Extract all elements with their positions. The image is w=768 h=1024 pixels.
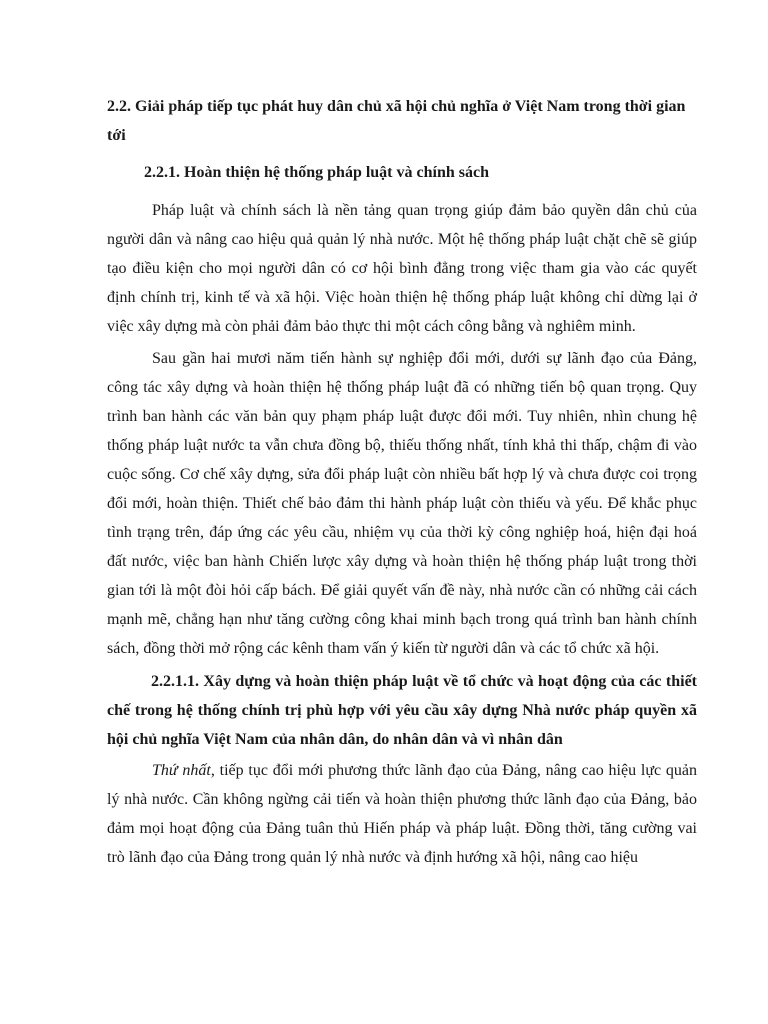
document-page — [107, 92, 697, 872]
paragraph-2: Sau gần hai mươi năm tiến hành sự nghiệp đổi mới, dưới sự lãnh đạo của Đảng, công tác xây dựng và hoàn thiện hệ thống pháp luật đã có những tiến bộ quan trọng. Quy trình ban hành các văn bản quy phạm pháp luật được đổi mới. Tuy nhiên, nhìn chung hệ thống pháp luật nước ta vẫn chưa đồng bộ, thiếu thống nhất, tính khả thi thấp, chậm đi vào cuộc sống. Cơ chế xây dựng, sửa đổi pháp luật còn nhiều bất hợp lý và chưa được coi trọng đổi mới, hoàn thiện. Thiết chế bảo đảm thi hành pháp luật còn thiếu và yếu. Để khắc phục tình trạng trên, đáp ứng các yêu cầu, nhiệm vụ của thời kỳ công nghiệp hoá, hiện đại hoá đất nước, việc ban hành Chiến lược xây dựng và hoàn thiện hệ thống pháp luật trong thời gian tới là một đòi hỏi cấp bách. Để giải quyết vấn đề này, nhà nước cần có những cải cách mạnh mẽ, chẳng hạn như tăng cường công khai minh bạch trong quá trình ban hành chính sách, đồng thời mở rộng các kênh tham vấn ý kiến từ người dân và các tổ chức xã hội. — [107, 350, 697, 657]
subsection-heading-2-2-1: 2.2.1. Hoàn thiện hệ thống pháp luật và chính sách — [144, 164, 489, 181]
section-heading-2-2: 2.2. Giải pháp tiếp tục phát huy dân chủ xã hội chủ nghĩa ở Việt Nam trong thời gian tới — [107, 98, 686, 144]
paragraph-3-body: , tiếp tục đổi mới phương thức lãnh đạo của Đảng, nâng cao hiệu lực quản lý nhà nước. Cần không ngừng cải tiến và hoàn thiện phương thức lãnh đạo của Đảng, bảo đảm mọi hoạt động của Đảng tuân thủ Hiến pháp và pháp luật. Đồng thời, tăng cường vai trò lãnh đạo của Đảng trong quản lý nhà nước và định hướng xã hội, nâng cao hiệu — [107, 762, 697, 866]
paragraph-3 — [107, 756, 697, 872]
paragraph-3-lead: Thứ nhất — [152, 762, 211, 779]
subsubsection-heading-2-2-1-1: 2.2.1.1. Xây dựng và hoàn thiện pháp luật về tổ chức và hoạt động của các thiết chế trong hệ thống chính trị phù hợp với yêu cầu xây dựng Nhà nước pháp quyền xã hội chủ nghĩa Việt Nam của nhân dân, do nhân dân và vì nhân dân — [107, 673, 697, 748]
paragraph-1: Pháp luật và chính sách là nền tảng quan trọng giúp đảm bảo quyền dân chủ của người dân và nâng cao hiệu quả quản lý nhà nước. Một hệ thống pháp luật chặt chẽ sẽ giúp tạo điều kiện cho mọi người dân có cơ hội bình đẳng trong việc tham gia vào các quyết định chính trị, kinh tế và xã hội. Việc hoàn thiện hệ thống pháp luật không chỉ dừng lại ở việc xây dựng mà còn phải đảm bảo thực thi một cách công bằng và nghiêm minh. — [107, 202, 697, 335]
